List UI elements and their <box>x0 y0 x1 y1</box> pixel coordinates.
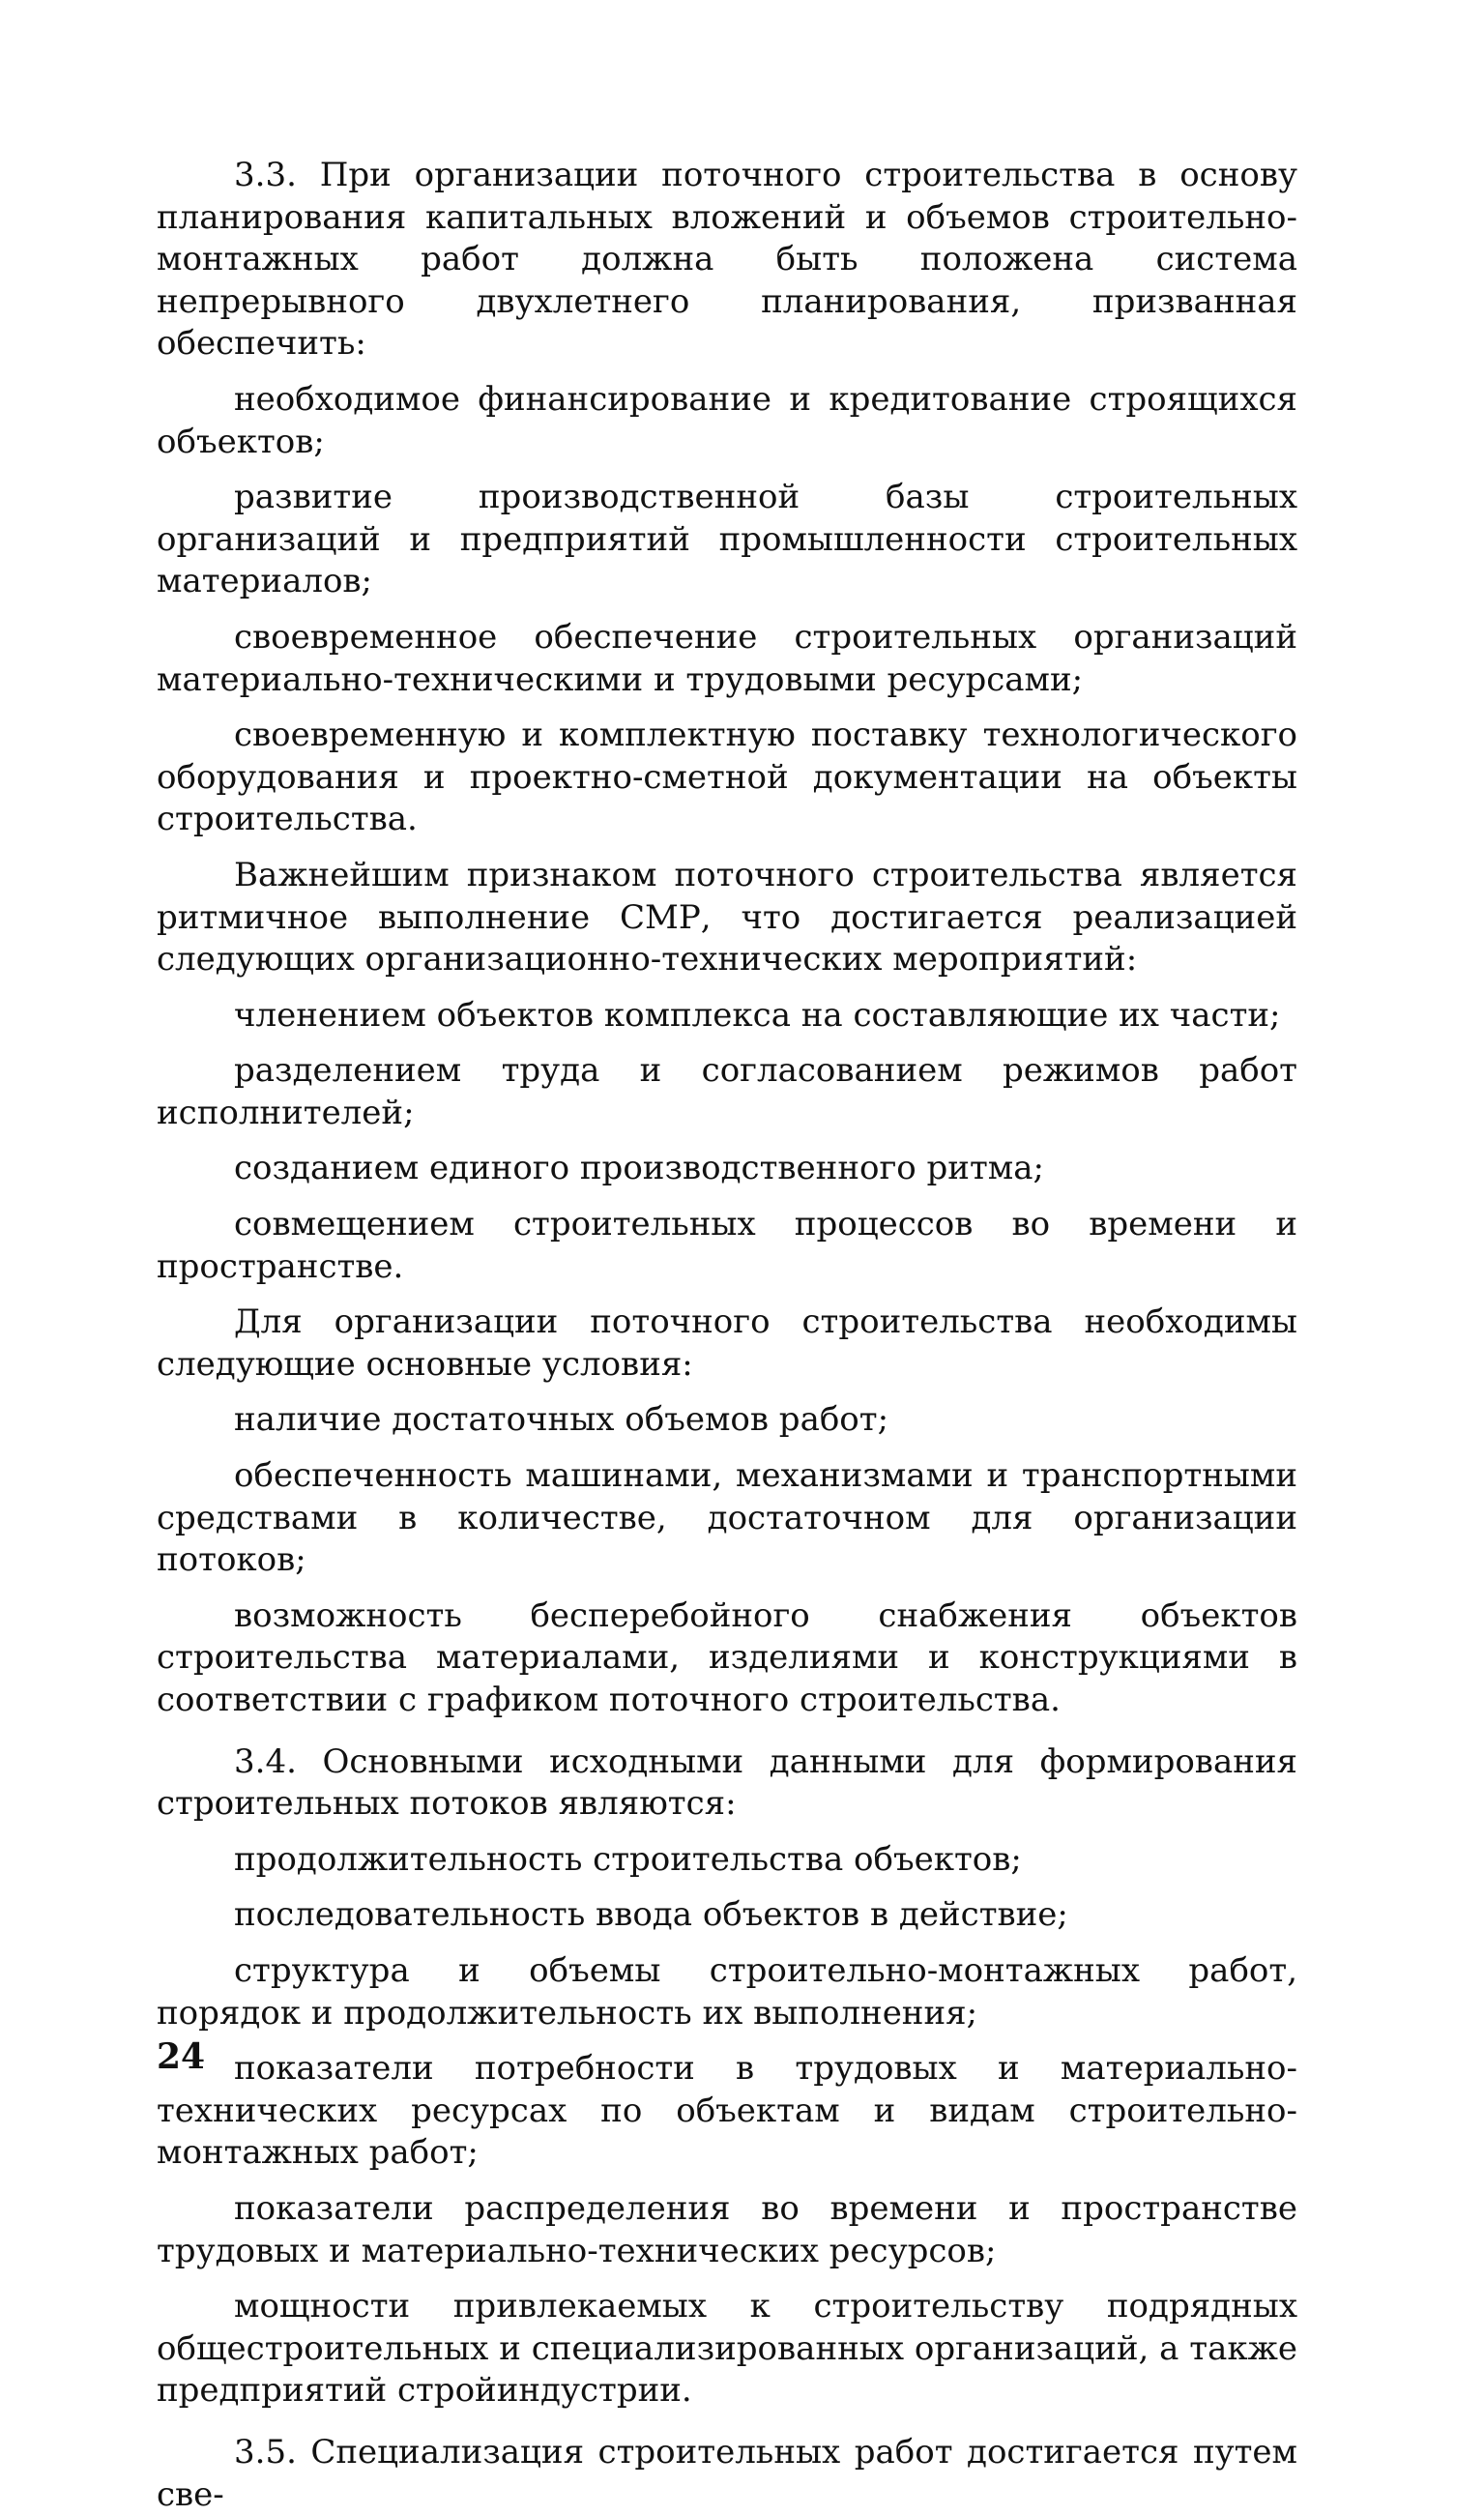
list-item: необходимое финансирование и кредитование строящихся объектов; <box>157 379 1297 461</box>
list-item: членением объектов комплекса на составляющие их части; <box>234 995 1281 1035</box>
list-item: обеспеченность машинами, механизмами и транспортными средствами в количестве, достаточном для организации потоков; <box>157 1456 1297 1580</box>
list-item: своевременную и комплектную поставку технологического оборудования и проектно-сметной документации на объекты строительства. <box>157 716 1297 839</box>
page-number: 24 <box>157 2036 206 2077</box>
list-item: показатели потребности в трудовых и материально-технических ресурсах по объектам и видам строительно-монтажных работ; <box>157 2049 1297 2173</box>
list-item: своевременное обеспечение строительных организаций материально-техническими и трудовыми ресурсами; <box>157 617 1297 699</box>
paragraph-3-4: 3.4. Основными исходными данными для формирования строительных потоков являются: <box>157 1741 1297 1824</box>
list-item: возможность бесперебойного снабжения объектов строительства материалами, изделиями и конструкциями в соответствии с графиком поточного строительства. <box>157 1595 1297 1719</box>
paragraph: Важнейшим признаком поточного строительства является ритмичное выполнение СМР, что достигается реализацией следующих организационно-технических мероприятий: <box>157 855 1297 980</box>
list-item: мощности привлекаемых к строительству подрядных общестроительных и специализированных организаций, а также предприятий стройиндустрии. <box>157 2287 1297 2411</box>
paragraph-3-5: 3.5. Специализация строительных работ достигается путем све- <box>157 2432 1297 2514</box>
list-item: наличие достаточных объемов работ; <box>234 1400 889 1440</box>
list-item: показатели распределения во времени и пространстве трудовых и материально-технических ресурсов; <box>157 2188 1297 2270</box>
page-text <box>157 155 1297 2516</box>
paragraph: Для организации поточного строительства необходимы следующие основные условия: <box>157 1302 1297 1384</box>
list-item: разделением труда и согласованием режимов работ исполнителей; <box>157 1051 1297 1132</box>
list-item: структура и объемы строительно-монтажных работ, порядок и продолжительность их выполнения; <box>157 1950 1297 2033</box>
paragraph-3-3: 3.3. При организации поточного строительства в основу планирования капитальных вложений и объемов строительно-монтажных работ должна быть положена система непрерывного двухлетнего планирования, призванная обеспечить: <box>157 156 1297 364</box>
list-item: совмещением строительных процессов во времени и пространстве. <box>157 1205 1297 1286</box>
list-item: созданием единого производственного ритма; <box>234 1149 1044 1188</box>
list-item: последовательность ввода объектов в действие; <box>234 1895 1068 1935</box>
list-item: продолжительность строительства объектов; <box>234 1839 1022 1879</box>
list-item: развитие производственной базы строительных организаций и предприятий промышленности строительных материалов; <box>157 478 1297 601</box>
